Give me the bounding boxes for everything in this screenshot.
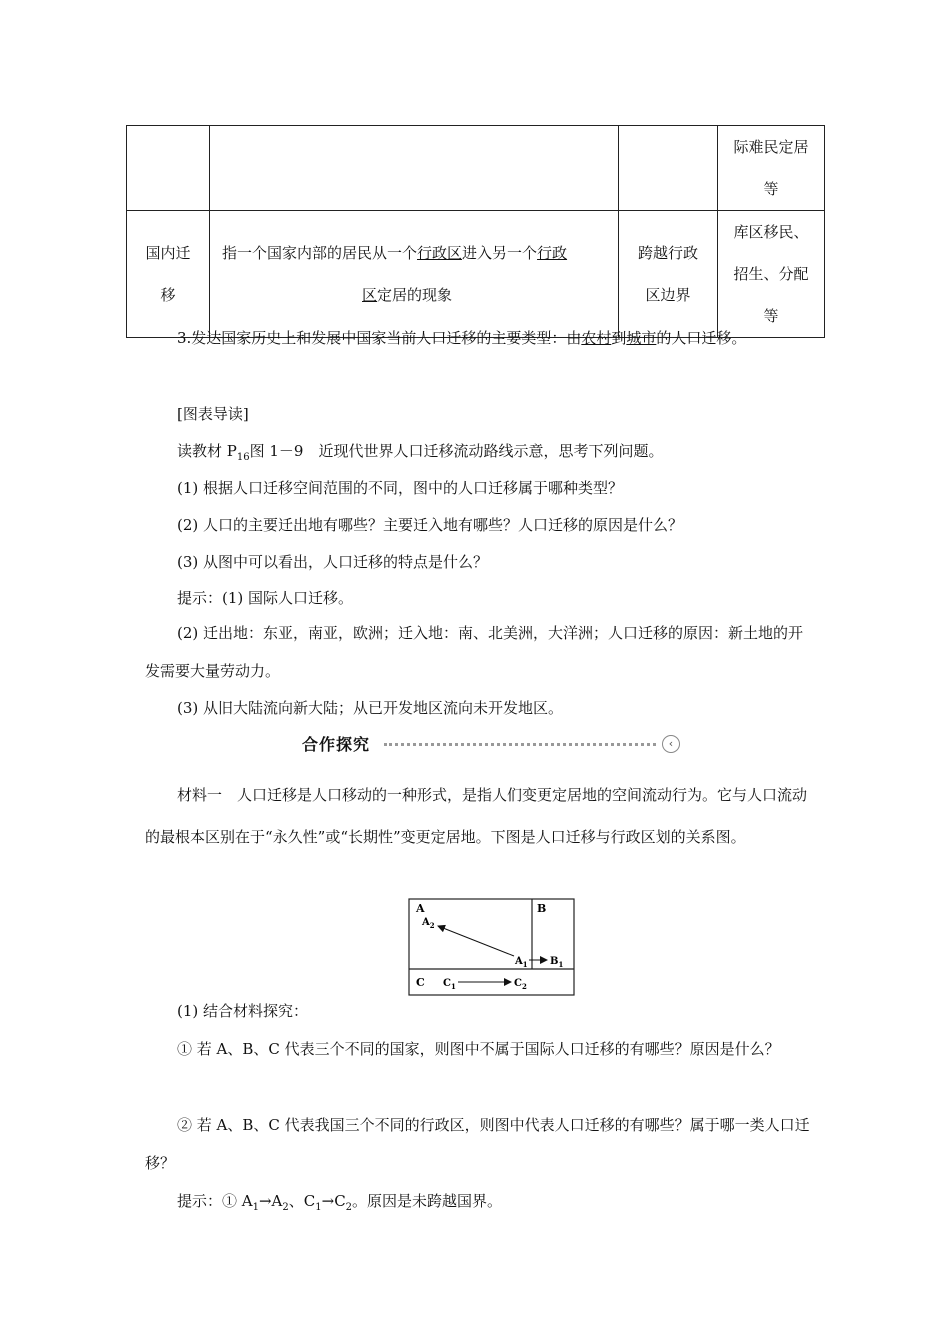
- point-c1-label: $C_1$: [443, 978, 456, 991]
- section-header: [302, 732, 682, 756]
- cell-line: 等: [763, 180, 779, 198]
- cell-line: 国内迁: [145, 244, 191, 262]
- chevron-left-icon: ‹: [662, 735, 680, 753]
- migration-diagram: [408, 898, 576, 998]
- table-row: [127, 126, 825, 211]
- reading-question-1: (1) 根据人口迁移空间范围的不同，图中的人口迁移属于哪种类型？: [177, 479, 624, 497]
- subscript: 2: [345, 1202, 353, 1213]
- point-b1-label: $B_1$: [550, 956, 564, 969]
- paragraph-3: [145, 319, 810, 357]
- region-c-label: C: [416, 976, 425, 989]
- table-cell: [718, 126, 825, 211]
- underlined-term: 农村: [581, 329, 612, 347]
- text-run: 到: [611, 329, 627, 347]
- cell-line: 际难民定居: [733, 138, 809, 156]
- reading-answer-2: (2) 迁出地：东亚，南亚，欧洲；迁入地：南、北美洲，大洋洲；人口迁移的原因：新土地的开发需要大量劳动力。: [145, 624, 804, 680]
- point-c2-label: $C_2$: [514, 978, 527, 991]
- text-run: →A: [258, 1192, 283, 1210]
- text-run: 读教材 P: [177, 442, 237, 460]
- text-run: 的人口迁移。: [656, 329, 747, 347]
- reading-answer-1: 提示：(1) 国际人口迁移。: [177, 589, 354, 607]
- reading-question-3: (3) 从图中可以看出，人口迁移的特点是什么？: [177, 553, 489, 571]
- underlined-term: 区: [362, 286, 378, 304]
- cell-line: 区边界: [645, 286, 691, 304]
- explore-hint: [145, 1182, 810, 1227]
- migration-table: [126, 125, 825, 338]
- text-run: 指一个国家内部的居民从一个: [222, 244, 418, 262]
- section-title: 合作探究: [302, 735, 371, 754]
- table-cell: [210, 126, 619, 211]
- reading-question-2: (2) 人口的主要迁出地有哪些？主要迁入地有哪些？人口迁移的原因是什么？: [177, 516, 684, 534]
- subscript: 2: [282, 1202, 289, 1213]
- arrow-a1-a2: [438, 926, 514, 956]
- underlined-term: 行政区: [417, 244, 463, 262]
- text-run: 。原因是未跨越国界。: [352, 1192, 503, 1210]
- text-run: 、C: [288, 1192, 316, 1210]
- point-a1-label: $A_1$: [515, 956, 528, 969]
- explore-question-head: (1) 结合材料探究：: [177, 1002, 309, 1020]
- subscript: 1: [252, 1202, 259, 1213]
- text-run: 图 1－9 近现代世界人口迁移流动路线示意，思考下列问题。: [249, 442, 664, 460]
- text-run: 提示：① A: [177, 1192, 253, 1210]
- underlined-term: 城市: [626, 329, 657, 347]
- region-b-label: B: [537, 902, 547, 915]
- reading-heading: [图表导读]: [177, 405, 249, 423]
- region-a-label: A: [416, 902, 425, 915]
- material-one: 材料一 人口迁移是人口移动的一种形式，是指人们变更定居地的空间流动行为。它与人口流动的最根本区别在于“永久性”或“长期性”变更定居地。下图是人口迁移与行政区划的关系图。: [145, 786, 808, 846]
- text-run: →C: [321, 1192, 346, 1210]
- cell-line: 跨越行政: [637, 244, 698, 262]
- text-run: 3.发达国家历史上和发展中国家当前人口迁移的主要类型：由: [177, 329, 582, 347]
- cell-line: 库区移民、: [733, 223, 809, 241]
- reading-answer-3: (3) 从旧大陆流向新大陆；从已开发地区流向未开发地区。: [177, 699, 564, 717]
- subscript: 1: [315, 1202, 322, 1213]
- dotted-rule: [384, 743, 656, 746]
- text-run: 进入另一个: [462, 244, 538, 262]
- explore-question-2: ② 若 A、B、C 代表我国三个不同的行政区，则图中代表人口迁移的有哪些？属于哪一类人口迁移？: [145, 1116, 810, 1172]
- point-a2-label: $A_2$: [422, 917, 435, 930]
- subscript: 16: [236, 452, 250, 463]
- text-run: 定居的现象: [377, 286, 453, 304]
- underlined-term: 行政: [537, 244, 568, 262]
- table-cell: [127, 126, 210, 211]
- explore-question-1: ① 若 A、B、C 代表三个不同的国家，则图中不属于国际人口迁移的有哪些？原因是什么？: [177, 1040, 780, 1058]
- cell-line: 等: [763, 307, 779, 325]
- cell-line: 招生、分配: [733, 265, 809, 283]
- table-cell: [619, 126, 718, 211]
- cell-line: 移: [160, 286, 176, 304]
